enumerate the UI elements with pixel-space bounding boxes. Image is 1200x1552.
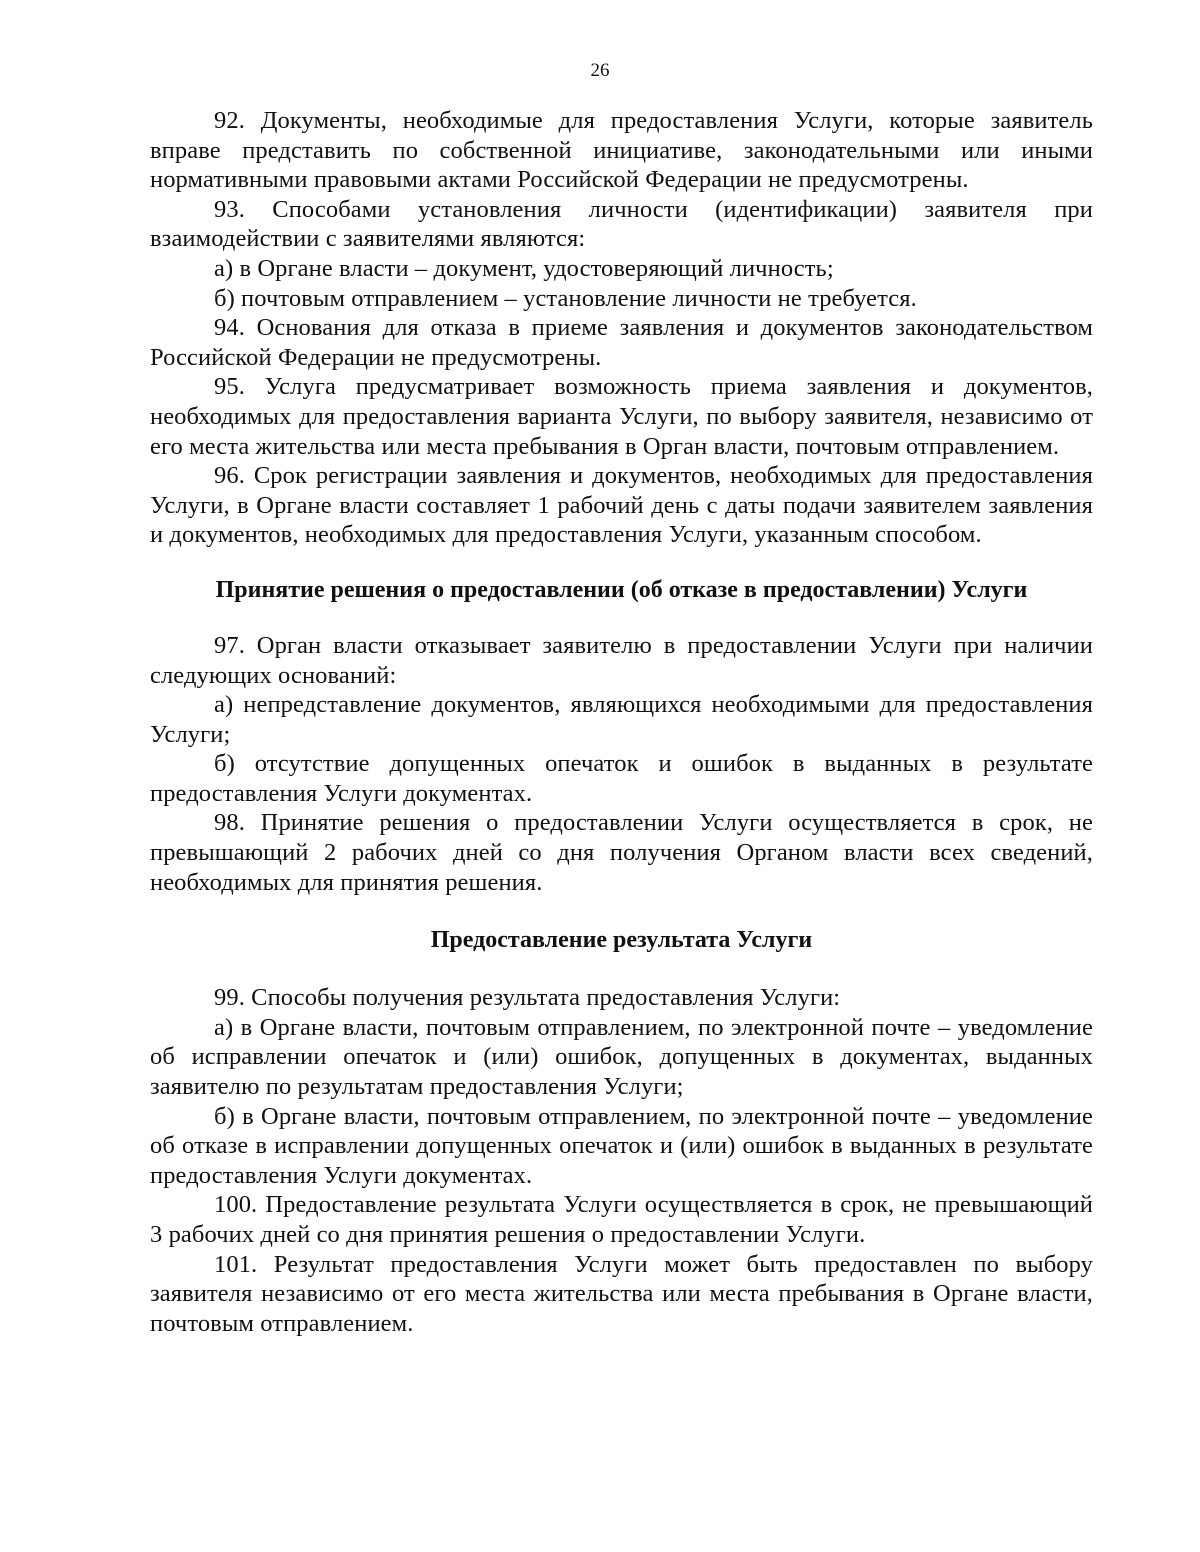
paragraph-101: 101. Результат предоставления Услуги может быть предоставлен по выбору заявителя независимо от его места жительства или места пребывания в Органе власти, почтовым отправлением.: [150, 1250, 1093, 1337]
page-number: 26: [590, 60, 610, 81]
paragraph-97: 97. Орган власти отказывает заявителю в предоставлении Услуги при наличии следующих оснований:: [150, 631, 1093, 689]
paragraph-94: 94. Основания для отказа в приеме заявления и документов законодательством Российской Федерации не предусмотрены.: [150, 314, 1093, 371]
paragraph-97-a: а) непредставление документов, являющихся необходимыми для предоставления Услуги;: [150, 691, 1093, 748]
paragraph-97-b: б) отсутствие допущенных опечаток и ошибок в выданных в результате предоставления Услуги документах.: [150, 750, 1093, 807]
paragraph-93-a: а) в Органе власти – документ, удостоверяющий личность;: [214, 254, 834, 282]
paragraph-93: 93. Способами установления личности (идентификации) заявителя при взаимодействии с заявителями являются:: [150, 195, 1093, 253]
paragraph-93-b: б) почтовым отправлением – установление личности не требуется.: [214, 284, 917, 312]
paragraph-99: 99. Способы получения результата предоставления Услуги:: [214, 984, 841, 1012]
paragraph-100: 100. Предоставление результата Услуги осуществляется в срок, не превышающий 3 рабочих дней со дня принятия решения о предоставлении Услуги.: [150, 1191, 1093, 1248]
paragraph-98: 98. Принятие решения о предоставлении Услуги осуществляется в срок, не превышающий 2 рабочих дней со дня получения Органом власти всех сведений, необходимых для принятия решения.: [150, 809, 1093, 896]
document-body: [150, 106, 1093, 1338]
section-heading-result: Предоставление результата Услуги: [430, 927, 813, 954]
paragraph-92: 92. Документы, необходимые для предоставления Услуги, которые заявитель вправе представить по собственной инициативе, законодательными или иными нормативными правовыми актами Российской Федерации не предусмотрены.: [150, 107, 1093, 194]
paragraph-99-b: б) в Органе власти, почтовым отправлением, по электронной почте – уведомление об отказе в исправлении допущенных опечаток и (или) ошибок в выданных в результате предоставления Услуги документах.: [150, 1102, 1093, 1189]
paragraph-99-a: а) в Органе власти, почтовым отправлением, по электронной почте – уведомление об исправлении опечаток и (или) ошибок, допущенных в документах, выданных заявителю по результатам предоставления Услуги;: [150, 1013, 1093, 1101]
paragraph-95: 95. Услуга предусматривает возможность приема заявления и документов, необходимых для предоставления варианта Услуги, по выбору заявителя, независимо от его места жительства или места пребывания в Орган власти, почтовым отправлением.: [150, 373, 1093, 460]
paragraph-96: 96. Срок регистрации заявления и документов, необходимых для предоставления Услуги, в Органе власти составляет 1 рабочий день с даты подачи заявителем заявления и документов, необходимых для предоставления Услуги, указанным способом.: [150, 462, 1093, 549]
section-heading-decision: Принятие решения о предоставлении (об отказе в предоставлении) Услуги: [215, 576, 1028, 603]
